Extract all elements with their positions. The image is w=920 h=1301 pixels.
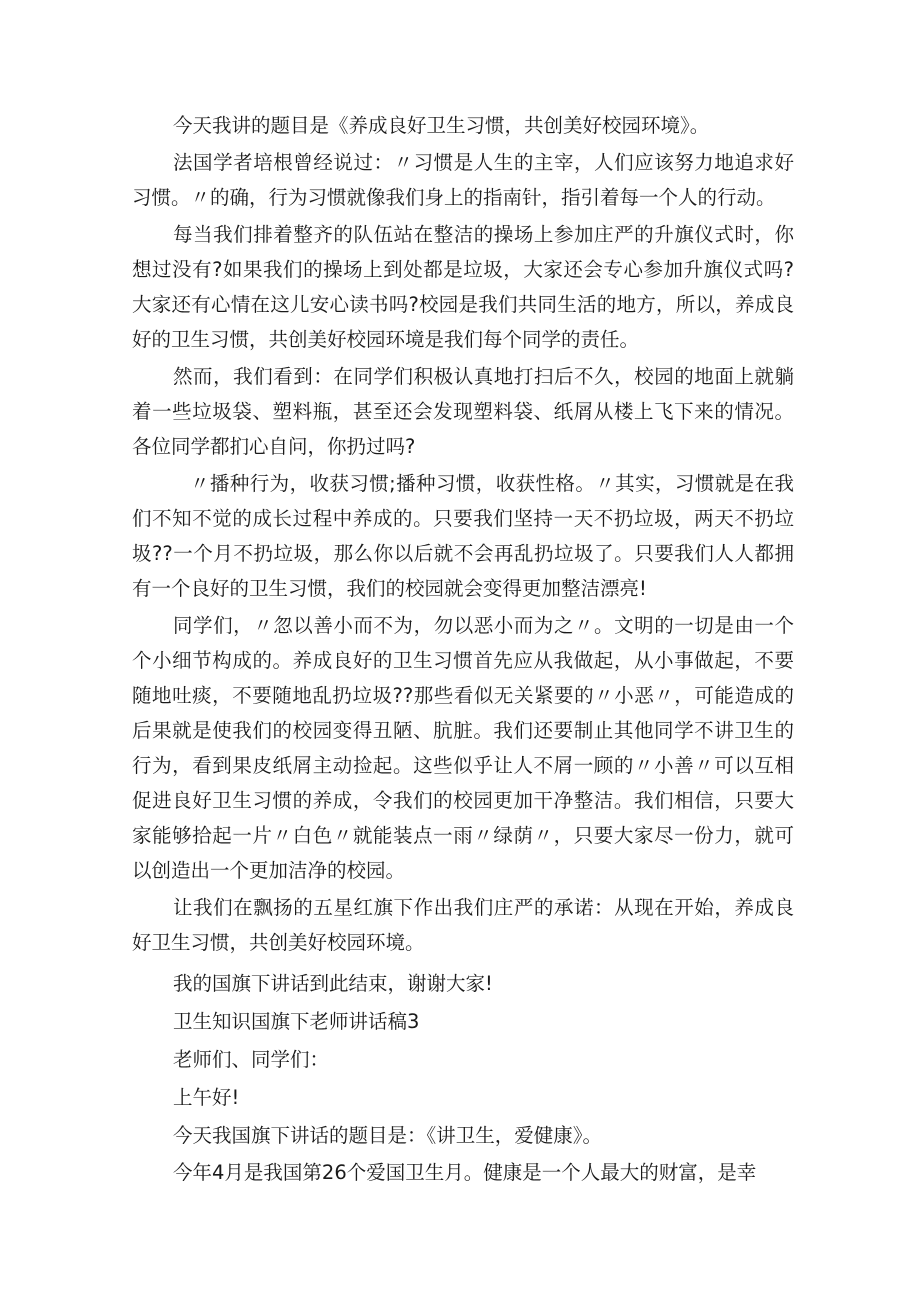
line-salutation: 老师们、同学们： — [173, 1048, 330, 1071]
paragraph-litter-observed: 然而，我们看到：在同学们积极认真地打扫后不久，校园的地面上就躺着一些垃圾袋、塑料瓶，甚至还会发现塑料袋、纸屑从楼上飞下来的情况。各位同学都扪心自问，你扔过吗? — [132, 365, 794, 458]
line-greeting: 上午好! — [173, 1086, 240, 1109]
line-closing-thanks: 我的国旗下讲话到此结束，谢谢大家! — [173, 972, 493, 995]
paragraph-health-month: 今年4月是我国第26个爱国卫生月。健康是一个人最大的财富，是幸 — [173, 1161, 757, 1184]
paragraph-topic: 今天我讲的题目是《养成良好卫生习惯，共创美好校园环境》。 — [173, 114, 710, 137]
paragraph-habit-formation: 〃播种行为，收获习惯;播种习惯，收获性格。〃其实，习惯就是在我们不知不觉的成长过程中养成的。只要我们坚持一天不扔垃圾，两天不扔垃圾??一个月不扔垃圾，那么你以后就不会再乱扔垃圾了。只要我们人人都拥有一个良好的卫生习惯，我们的校园就会变得更加整洁漂亮! — [132, 472, 794, 600]
paragraph-bacon-quote: 法国学者培根曾经说过：〃习惯是人生的主宰，人们应该努力地追求好习惯。〃的确，行为习惯就像我们身上的指南针，指引着每一个人的行动。 — [132, 151, 794, 209]
paragraph-pledge: 让我们在飘扬的五星红旗下作出我们庄严的承诺：从现在开始，养成良好卫生习惯，共创美好校园环境。 — [132, 896, 794, 954]
line-next-speech-title: 卫生知识国旗下老师讲话稿3 — [173, 1010, 420, 1033]
line-speech-topic: 今天我国旗下讲话的题目是：《讲卫生，爱健康》。 — [173, 1124, 603, 1147]
speech-body — [132, 108, 794, 1190]
paragraph-small-deeds: 同学们，〃忽以善小而不为，勿以恶小而为之〃。文明的一切是由一个个小细节构成的。养成良好的卫生习惯首先应从我做起，从小事做起，不要随地吐痰，不要随地乱扔垃圾??那些看似无关紧要的〃小恶〃，可能造成的后果就是使我们的校园变得丑陋、肮脏。我们还要制止其他同学不讲卫生的行为，看到果皮纸屑主动捡起。这些似乎让人不屑一顾的〃小善〃可以互相促进良好卫生习惯的养成，令我们的校园更加干净整洁。我们相信，只要大家能够拾起一片〃白色〃就能装点一雨〃绿荫〃，只要大家尽一份力，就可以创造出一个更加洁净的校园。 — [132, 614, 794, 882]
paragraph-flag-ceremony: 每当我们排着整齐的队伍站在整洁的操场上参加庄严的升旗仪式时，你想过没有?如果我们的操场上到处都是垃圾，大家还会专心参加升旗仪式吗?大家还有心情在这儿安心读书吗?校园是我们共同生活的地方，所以，养成良好的卫生习惯，共创美好校园环境是我们每个同学的责任。 — [132, 223, 794, 351]
